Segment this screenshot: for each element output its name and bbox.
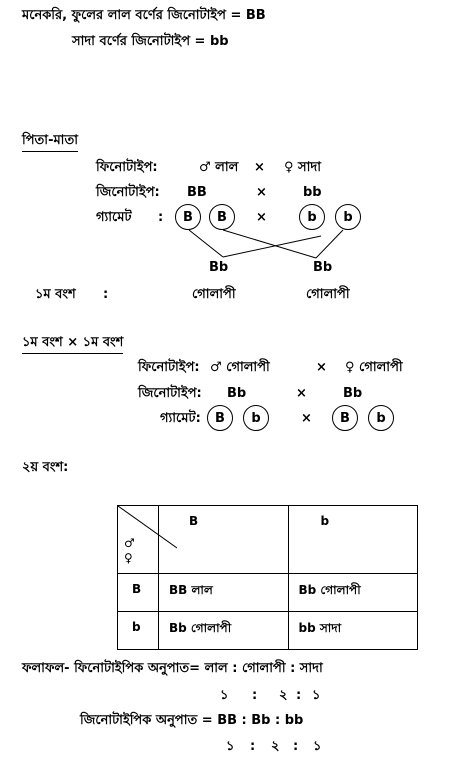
- punnett-cell: bb সাদা: [288, 612, 418, 650]
- gamete-circle: B: [175, 204, 201, 230]
- female-symbol: ♀: [124, 551, 133, 565]
- ratio-value: ১: [220, 688, 229, 703]
- f1-cross-phenotype-male: ♂ গোলাপী: [210, 360, 270, 375]
- parents-genotype-male: BB: [187, 185, 207, 200]
- phenotypic-ratio-text: ফলাফল- ফিনোটাইপিক অনুপাত= লাল : গোলাপী : সাদা: [22, 661, 323, 676]
- cross-symbol: ×: [256, 185, 267, 200]
- ratio-separator: :: [296, 688, 302, 703]
- gamete-circle: B: [332, 405, 358, 431]
- f1-cross-genotype-label: জিনোটাইপ:: [138, 386, 202, 401]
- parents-phenotype-label: ফিনোটাইপ:: [96, 160, 158, 175]
- punnett-col-header: b: [288, 506, 418, 574]
- punnett-square: [117, 505, 418, 650]
- f1-cross-genotype-male: Bb: [227, 386, 247, 401]
- f2-heading: ২য় বংশ:: [22, 460, 69, 475]
- f1-phenotype: গোলাপী: [192, 287, 236, 302]
- ratio-value: ২: [271, 739, 280, 754]
- parents-gamete-label: গ্যামেট: [96, 210, 132, 225]
- parents-phenotype-male: ♂ লাল: [199, 160, 239, 175]
- gamete-circle: B: [207, 405, 233, 431]
- genotypic-ratio-text: জিনোটাইপিক অনুপাত = BB : Bb : bb: [80, 713, 304, 728]
- punnett-row-header: b: [118, 612, 159, 650]
- intro-line-red: মনেকরি, ফুলের লাল বর্ণের জিনোটাইপ = BB: [22, 8, 266, 23]
- parents-genotype-label: জিনোটাইপ:: [96, 185, 160, 200]
- f1-cross-phenotype-label: ফিনোটাইপ:: [138, 360, 200, 375]
- f1-cross-genotype-female: Bb: [343, 386, 363, 401]
- cross-symbol: ×: [301, 411, 312, 426]
- punnett-col-header: B: [159, 506, 289, 574]
- intro-line-white: সাদা বর্ণের জিনোটাইপ = bb: [72, 34, 229, 49]
- offspring-genotype: Bb: [209, 260, 229, 275]
- punnett-cell: BB লাল: [159, 574, 289, 612]
- f1-cross-heading: ১ম বংশ × ১ম বংশ: [22, 335, 123, 354]
- cross-symbol: ×: [316, 360, 327, 375]
- parents-gamete-colon: :: [158, 210, 164, 225]
- ratio-separator: :: [252, 688, 258, 703]
- cross-symbol: ×: [256, 210, 267, 225]
- gamete-circle: b: [368, 405, 394, 431]
- ratio-value: ২: [279, 688, 288, 703]
- punnett-row-header: B: [118, 574, 159, 612]
- ratio-separator: :: [293, 739, 299, 754]
- gamete-circle: B: [209, 204, 235, 230]
- cross-symbol: ×: [296, 386, 307, 401]
- f1-colon: :: [103, 287, 109, 302]
- parents-heading: পিতা-মাতা: [22, 133, 78, 152]
- offspring-genotype: Bb: [313, 260, 333, 275]
- parents-phenotype-female: ♀ সাদা: [284, 160, 322, 175]
- punnett-cell: Bb গোলাপী: [159, 612, 289, 650]
- f1-cross-gamete-label: গ্যামেট:: [160, 411, 201, 426]
- cross-symbol: ×: [254, 160, 265, 175]
- f1-cross-phenotype-female: ♀ গোলাপী: [345, 360, 403, 375]
- f1-label: ১ম বংশ: [35, 287, 76, 302]
- punnett-cell: Bb গোলাপী: [288, 574, 418, 612]
- gamete-circle: b: [335, 204, 361, 230]
- ratio-value: ১: [312, 688, 321, 703]
- parents-genotype-female: bb: [303, 185, 322, 200]
- gamete-circle: b: [243, 405, 269, 431]
- f1-phenotype: গোলাপী: [306, 287, 350, 302]
- punnett-corner-cell: [118, 506, 159, 574]
- gamete-circle: b: [299, 204, 325, 230]
- ratio-value: ১: [313, 739, 322, 754]
- ratio-value: ১: [226, 739, 235, 754]
- ratio-separator: :: [250, 739, 256, 754]
- male-symbol: ♂: [124, 536, 135, 550]
